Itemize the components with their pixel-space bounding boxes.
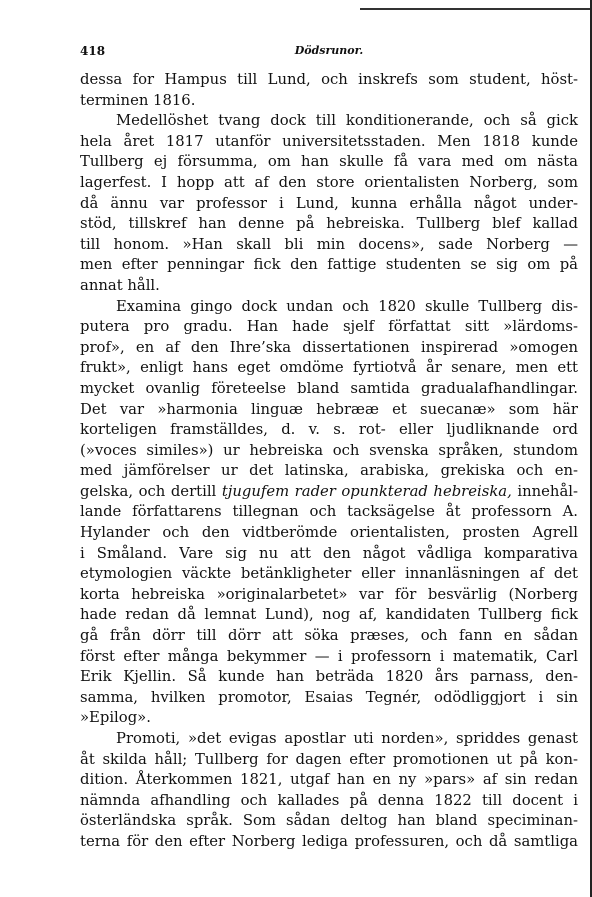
- text-line: stöd, tillskref han denne på hebreiska. Tullberg blef kallad: [80, 215, 578, 233]
- text-line: korteligen framställdes, d. v. s. rot- eller ljudliknande ord: [80, 421, 578, 439]
- text-line: dition. Återkommen 1821, utgaf han en ny »pars» af sin redan: [80, 771, 578, 789]
- text-line: korta hebreiska »originalarbetet» var för besvärlig (Norberg: [80, 585, 578, 603]
- text-line: prof», en af den Ihre’ska dissertationen inspirerad »omogen: [80, 338, 578, 356]
- text-line: samma, hvilken promotor, Esaias Tegnér, odödliggjort i sin: [80, 688, 578, 706]
- text-line: »Epilog».: [80, 709, 151, 727]
- text-line: gå från dörr till dörr att söka præses, och fann en sådan: [80, 627, 578, 645]
- page-number: 418: [80, 44, 106, 58]
- text-line: Promoti, »det evigas apostlar uti norden», spriddes genast: [116, 730, 578, 747]
- text-line: till honom. »Han skall bli min docens», sade Norberg —: [80, 235, 578, 253]
- text-line: österländska språk. Som sådan deltog han bland speciminan-: [80, 812, 578, 830]
- text-line: Medellöshet tvang dock till konditionerande, och så gick: [116, 112, 578, 130]
- text-line: [80, 482, 578, 503]
- text-line: lande författarens tillegnan och tacksägelse åt professorn A.: [80, 503, 578, 521]
- text-line: terna för den efter Norberg lediga professuren, och då samtliga: [80, 832, 578, 850]
- text-line: men efter penningar fick den fattige studenten se sig om på: [80, 256, 578, 274]
- text-line: nämnda afhandling och kallades på denna 1822 till docent i: [80, 791, 578, 809]
- text-line: åt skilda håll; Tullberg for dagen efter promotionen ut på kon-: [80, 750, 578, 768]
- text-segment: innehål-: [511, 482, 578, 500]
- text-line: etymologien väckte betänkligheter eller innanläsningen af det: [80, 565, 578, 583]
- text-line: terminen 1816.: [80, 91, 196, 109]
- text-line: (»voces similes») ur hebreiska och svenska språken, stundom: [80, 441, 578, 459]
- text-line: Examina gingo dock undan och 1820 skulle Tullberg dis-: [116, 297, 578, 315]
- text-line: frukt», enligt hans eget omdöme fyrtiotvå år senare, men ett: [80, 359, 578, 377]
- text-line: med jämförelser ur det latinska, arabiska, grekiska och en-: [80, 462, 578, 480]
- text-line: Det var »harmonia linguæ hebrææ et suecanæ» som här: [80, 400, 578, 418]
- text-line: Erik Kjellin. Så kunde han beträda 1820 års parnass, den-: [80, 668, 578, 686]
- text-line: mycket ovanlig företeelse bland samtida gradualafhandlingar.: [80, 379, 578, 397]
- text-line: i Småland. Vare sig nu att den något vådliga komparativa: [80, 544, 578, 562]
- body-text: [80, 70, 578, 853]
- text-line: Tullberg ej försumma, om han skulle få vara med om nästa: [80, 153, 578, 171]
- text-line: då ännu var professor i Lund, kunna erhålla något under-: [80, 194, 578, 212]
- text-line: Hylander och den vidtberömde orientalisten, prosten Agrell: [80, 524, 578, 542]
- running-title: Dödsrunor.: [294, 44, 364, 57]
- page-header: [80, 44, 578, 64]
- page-top-rule: [360, 8, 592, 10]
- text-line: först efter många bekymmer — i professorn i matematik, Carl: [80, 647, 578, 665]
- text-segment: gelska, och dertill: [80, 482, 222, 500]
- text-line: dessa for Hampus till Lund, och inskrefs som student, höst-: [80, 71, 578, 88]
- text-line: hela året 1817 utanför universitetsstaden. Men 1818 kunde: [80, 132, 578, 150]
- text-line: annat håll.: [80, 276, 160, 294]
- text-line: putera pro gradu. Han hade sjelf författat sitt »lärdoms-: [80, 318, 578, 336]
- text-line: lagerfest. I hopp att af den store orientalisten Norberg, som: [80, 173, 578, 191]
- text-line: hade redan då lemnat Lund), nog af, kandidaten Tullberg fick: [80, 606, 578, 624]
- italic-title: tjugufem rader opunkterad hebreiska,: [221, 482, 512, 500]
